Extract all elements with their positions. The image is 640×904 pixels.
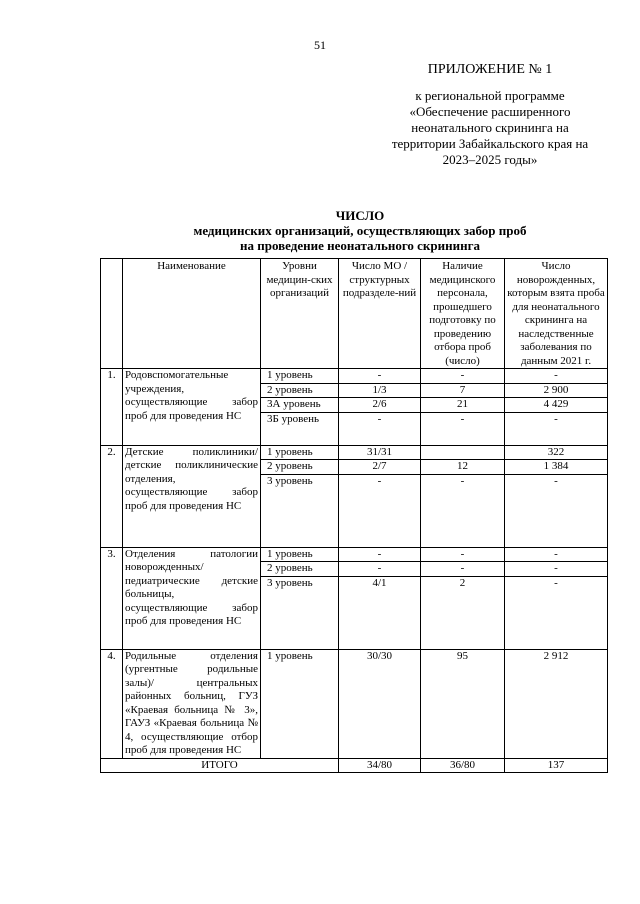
newborns-cell: 2 912 [505,649,608,758]
row-number: 4. [101,649,123,758]
mo-cell: 2/7 [339,460,421,475]
document-heading [100,208,620,253]
staff-cell: 95 [421,649,505,758]
level-cell: 3Б уровень [261,412,339,445]
appendix-line: территории Забайкальского края на [391,136,589,151]
appendix-line: 2023–2025 годы» [442,152,538,167]
mo-cell: - [339,547,421,562]
staff-cell: - [421,547,505,562]
level-cell: 3А уровень [261,398,339,413]
organization-name: Детские поликлиники/детские поликлинические отделения, осуществляющие забор проб для проведения НС [123,445,261,547]
staff-cell: - [421,412,505,445]
mo-cell: 4/1 [339,576,421,649]
header-cell-name: Наименование [123,259,261,369]
newborns-cell: - [505,474,608,547]
level-cell: 2 уровень [261,383,339,398]
level-cell: 1 уровень [261,547,339,562]
newborns-cell: - [505,369,608,384]
table-row [101,649,608,758]
level-cell: 1 уровень [261,445,339,460]
newborns-cell: 1 384 [505,460,608,475]
table-row [101,369,608,384]
staff-cell: - [421,474,505,547]
appendix-line: неонатального скрининга на [411,120,569,135]
total-newborns: 137 [505,758,608,773]
mo-cell: 30/30 [339,649,421,758]
header-cell-staff: Наличие медицинского персонала, прошедшего подготовку по проведению отбора проб (число) [421,259,505,369]
appendix-subtitle [365,88,615,168]
staff-cell: - [421,562,505,577]
total-label: ИТОГО [101,758,339,773]
newborns-cell: 4 429 [505,398,608,413]
level-cell: 1 уровень [261,369,339,384]
level-cell: 2 уровень [261,562,339,577]
total-staff: 36/80 [421,758,505,773]
table-row [101,547,608,562]
newborns-cell: - [505,547,608,562]
organizations-table [100,258,608,773]
staff-cell: 2 [421,576,505,649]
row-number: 1. [101,369,123,446]
appendix-line: «Обеспечение расширенного [409,104,571,119]
page-number: 51 [314,38,326,52]
level-cell: 3 уровень [261,576,339,649]
mo-cell: 2/6 [339,398,421,413]
mo-cell: 1/3 [339,383,421,398]
newborns-cell: - [505,562,608,577]
organization-name: Отделения патологии новорожденных/педиатрические детские больницы, осуществляющие забор проб для проведения НС [123,547,261,649]
mo-cell: - [339,562,421,577]
staff-cell: 12 [421,460,505,475]
staff-cell: 21 [421,398,505,413]
mo-cell: - [339,412,421,445]
total-mo: 34/80 [339,758,421,773]
level-cell: 3 уровень [261,474,339,547]
level-cell: 1 уровень [261,649,339,758]
table-row [101,445,608,460]
staff-cell [421,445,505,460]
organization-name: Родовспомогательные учреждения, осуществляющие забор проб для проведения НС [123,369,261,446]
mo-cell: 31/31 [339,445,421,460]
total-row [101,758,608,773]
header-cell-newborns: Число новорожденных, которым взята проба для неонатального скрининга на наследственные заболевания по данным 2021 г. [505,259,608,369]
heading-line: ЧИСЛО [335,208,385,223]
heading-line: медицинских организаций, осуществляющих забор проб [193,223,527,238]
newborns-cell: 2 900 [505,383,608,398]
row-number: 2. [101,445,123,547]
mo-cell: - [339,474,421,547]
staff-cell: 7 [421,383,505,398]
organization-name: Родильные отделения (ургентные родильные залы)/ центральных районных больниц, ГУЗ «Краевая больница № 3», ГАУЗ «Краевая больница № 4, осуществляющие отбор проб для проведения НС [123,649,261,758]
newborns-cell: 322 [505,445,608,460]
row-number: 3. [101,547,123,649]
appendix-title: ПРИЛОЖЕНИЕ № 1 [427,62,553,77]
mo-cell: - [339,369,421,384]
newborns-cell: - [505,412,608,445]
newborns-cell: - [505,576,608,649]
staff-cell: - [421,369,505,384]
level-cell: 2 уровень [261,460,339,475]
appendix-line: к региональной программе [415,88,565,103]
header-cell-num [101,259,123,369]
heading-line: на проведение неонатального скрининга [239,238,481,253]
header-cell-mo: Число МО /структурных подразделе-ний [339,259,421,369]
header-cell-level: Уровни медицин-ских организаций [261,259,339,369]
table-header-row [101,259,608,369]
